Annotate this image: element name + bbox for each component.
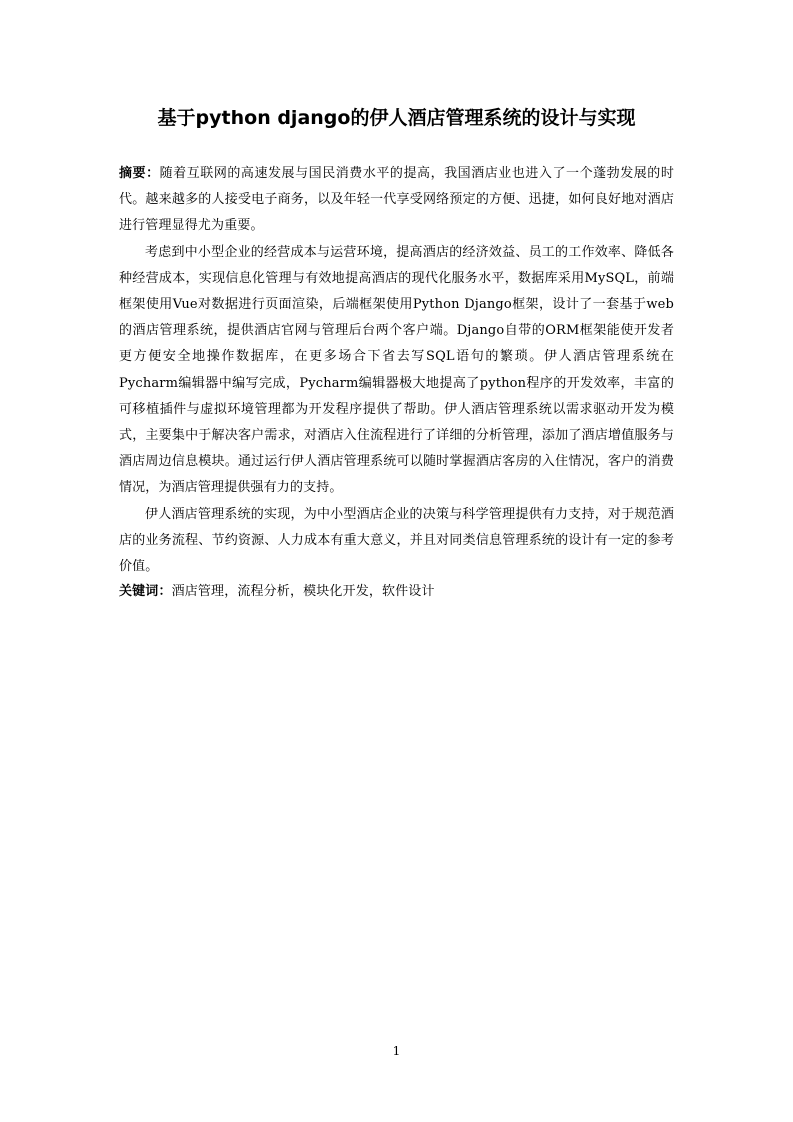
page-number: 1 (392, 1044, 401, 1058)
abstract-paragraph-1 (119, 161, 674, 240)
abstract-paragraph-2: 考虑到中小型企业的经营成本与运营环境，提高酒店的经济效益、员工的工作效率、降低各种经营成本，实现信息化管理与有效地提高酒店的现代化服务水平，数据库采用MySQL，前端框架使用Vue对数据进行页面渲染，后端框架使用Python Django框架，设计了一套基于web的酒店管理系统，提供酒店官网与管理后台两个客户端。Django自带的ORM框架能使开发者更方便安全地操作数据库，在更多场合下省去写SQL语句的繁琐。伊人酒店管理系统在Pycharm编辑器中编写完成，Pycharm编辑器极大地提高了python程序的开发效率，丰富的可移植插件与虚拟环境管理都为开发程序提供了帮助。伊人酒店管理系统以需求驱动开发为模式，主要集中于解决客户需求，对酒店入住流程进行了详细的分析管理，添加了酒店增值服务与酒店周边信息模块。通过运行伊人酒店管理系统可以随时掌握酒店客房的入住情况，客户的消费情况，为酒店管理提供强有力的支持。 (119, 244, 674, 496)
abstract-section (119, 161, 674, 604)
keywords-text: 酒店管理，流程分析，模块化开发，软件设计 (171, 584, 435, 600)
abstract-paragraph-3: 伊人酒店管理系统的实现，为中小型酒店企业的决策与科学管理提供有力支持，对于规范酒店的业务流程、节约资源、人力成本有重大意义，并且对同类信息管理系统的设计有一定的参考价值。 (119, 506, 674, 575)
abstract-label: 摘要： (119, 166, 160, 181)
abstract-paragraph-1-text: 随着互联网的高速发展与国民消费水平的提高，我国酒店业也进入了一个蓬勃发展的时代。越来越多的人接受电子商务，以及年轻一代享受网络预定的方便、迅捷，如何良好地对酒店进行管理显得尤为重要。 (119, 166, 674, 234)
keywords-line (119, 580, 674, 604)
document-title: 基于python django的伊人酒店管理系统的设计与实现 (157, 107, 636, 129)
keywords-label: 关键词： (119, 584, 172, 600)
